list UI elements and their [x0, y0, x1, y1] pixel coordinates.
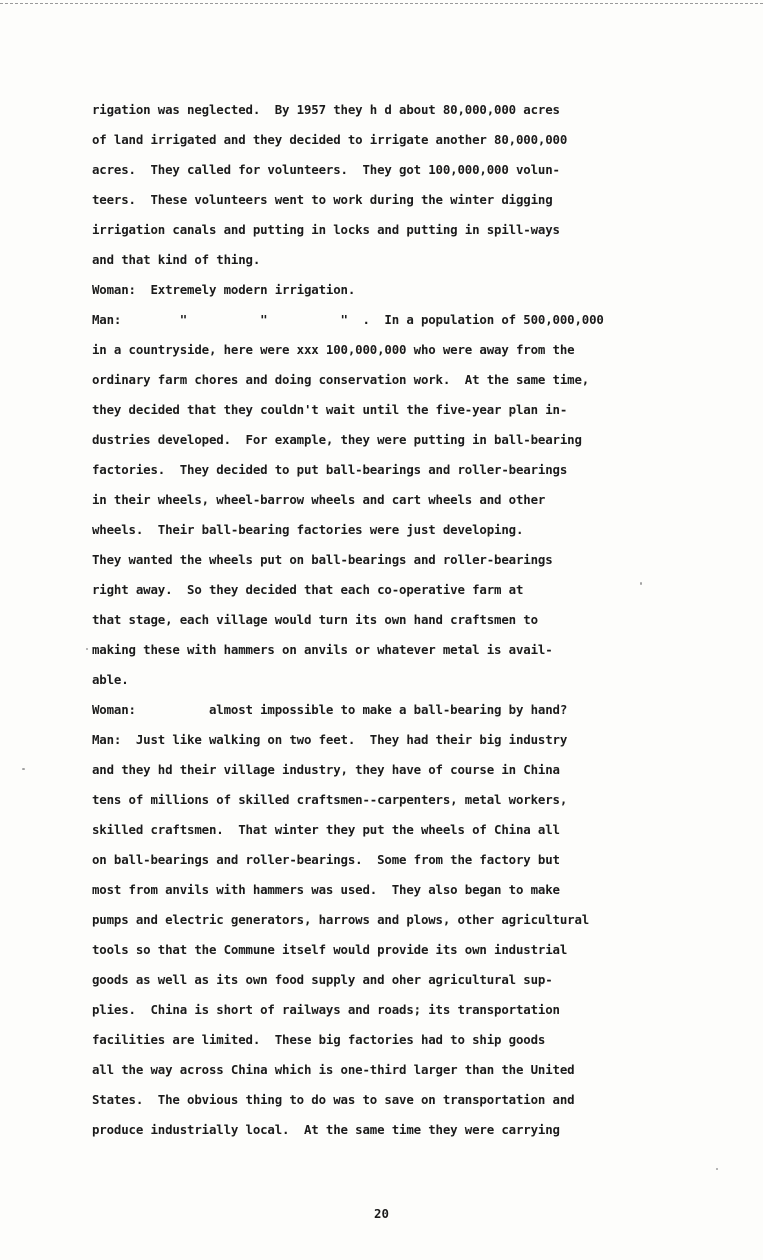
scan-speck: [640, 582, 642, 585]
body-text: [92, 95, 722, 1145]
text-line: tens of millions of skilled craftsmen--carpenters, metal workers,: [92, 792, 568, 807]
text-line: in a countryside, here were xxx 100,000,000 who were away from the: [92, 342, 575, 357]
text-line: and they hd their village industry, they have of course in China: [92, 762, 560, 777]
scan-speck: [86, 648, 88, 650]
text-line: ordinary farm chores and doing conservation work. At the same time,: [92, 372, 590, 387]
text-line: Man: Just like walking on two feet. They had their big industry: [92, 732, 568, 747]
page-number: 20: [374, 1206, 389, 1221]
text-line: of land irrigated and they decided to irrigate another 80,000,000: [92, 132, 568, 147]
text-line: that stage, each village would turn its own hand craftsmen to: [92, 612, 538, 627]
text-line: irrigation canals and putting in locks and putting in spill-ways: [92, 222, 560, 237]
text-line: wheels. Their ball-bearing factories were just developing.: [92, 522, 524, 537]
text-line: Man: " " " . In a population of 500,000,000: [92, 312, 604, 327]
text-line: and that kind of thing.: [92, 252, 261, 267]
text-line: produce industrially local. At the same time they were carrying: [92, 1122, 560, 1137]
text-line: factories. They decided to put ball-bearings and roller-bearings: [92, 462, 568, 477]
text-line: plies. China is short of railways and roads; its transportation: [92, 1002, 560, 1017]
text-line: making these with hammers on anvils or whatever metal is avail-: [92, 642, 553, 657]
text-line: tools so that the Commune itself would provide its own industrial: [92, 942, 568, 957]
scan-speck: [22, 768, 25, 770]
text-line: right away. So they decided that each co-operative farm at: [92, 582, 524, 597]
text-line: most from anvils with hammers was used. They also began to make: [92, 882, 560, 897]
text-line: teers. These volunteers went to work during the winter digging: [92, 192, 553, 207]
text-line: They wanted the wheels put on ball-bearings and roller-bearings: [92, 552, 553, 567]
text-line: in their wheels, wheel-barrow wheels and cart wheels and other: [92, 492, 546, 507]
text-line: they decided that they couldn't wait until the five-year plan in-: [92, 402, 568, 417]
text-line: goods as well as its own food supply and oher agricultural sup-: [92, 972, 553, 987]
text-line: facilities are limited. These big factories had to ship goods: [92, 1032, 546, 1047]
top-border-rule: [0, 3, 763, 4]
text-line: rigation was neglected. By 1957 they h d about 80,000,000 acres: [92, 102, 560, 117]
text-line: dustries developed. For example, they were putting in ball-bearing: [92, 432, 582, 447]
text-line: on ball-bearings and roller-bearings. Some from the factory but: [92, 852, 560, 867]
text-line: all the way across China which is one-third larger than the United: [92, 1062, 575, 1077]
text-line: Woman: Extremely modern irrigation.: [92, 282, 356, 297]
scan-speck: [716, 1168, 718, 1170]
text-line: Woman: almost impossible to make a ball-bearing by hand?: [92, 702, 568, 717]
text-line: acres. They called for volunteers. They got 100,000,000 volun-: [92, 162, 560, 177]
text-line: pumps and electric generators, harrows and plows, other agricultural: [92, 912, 590, 927]
text-line: able.: [92, 672, 129, 687]
text-line: States. The obvious thing to do was to save on transportation and: [92, 1092, 575, 1107]
text-line: skilled craftsmen. That winter they put the wheels of China all: [92, 822, 560, 837]
